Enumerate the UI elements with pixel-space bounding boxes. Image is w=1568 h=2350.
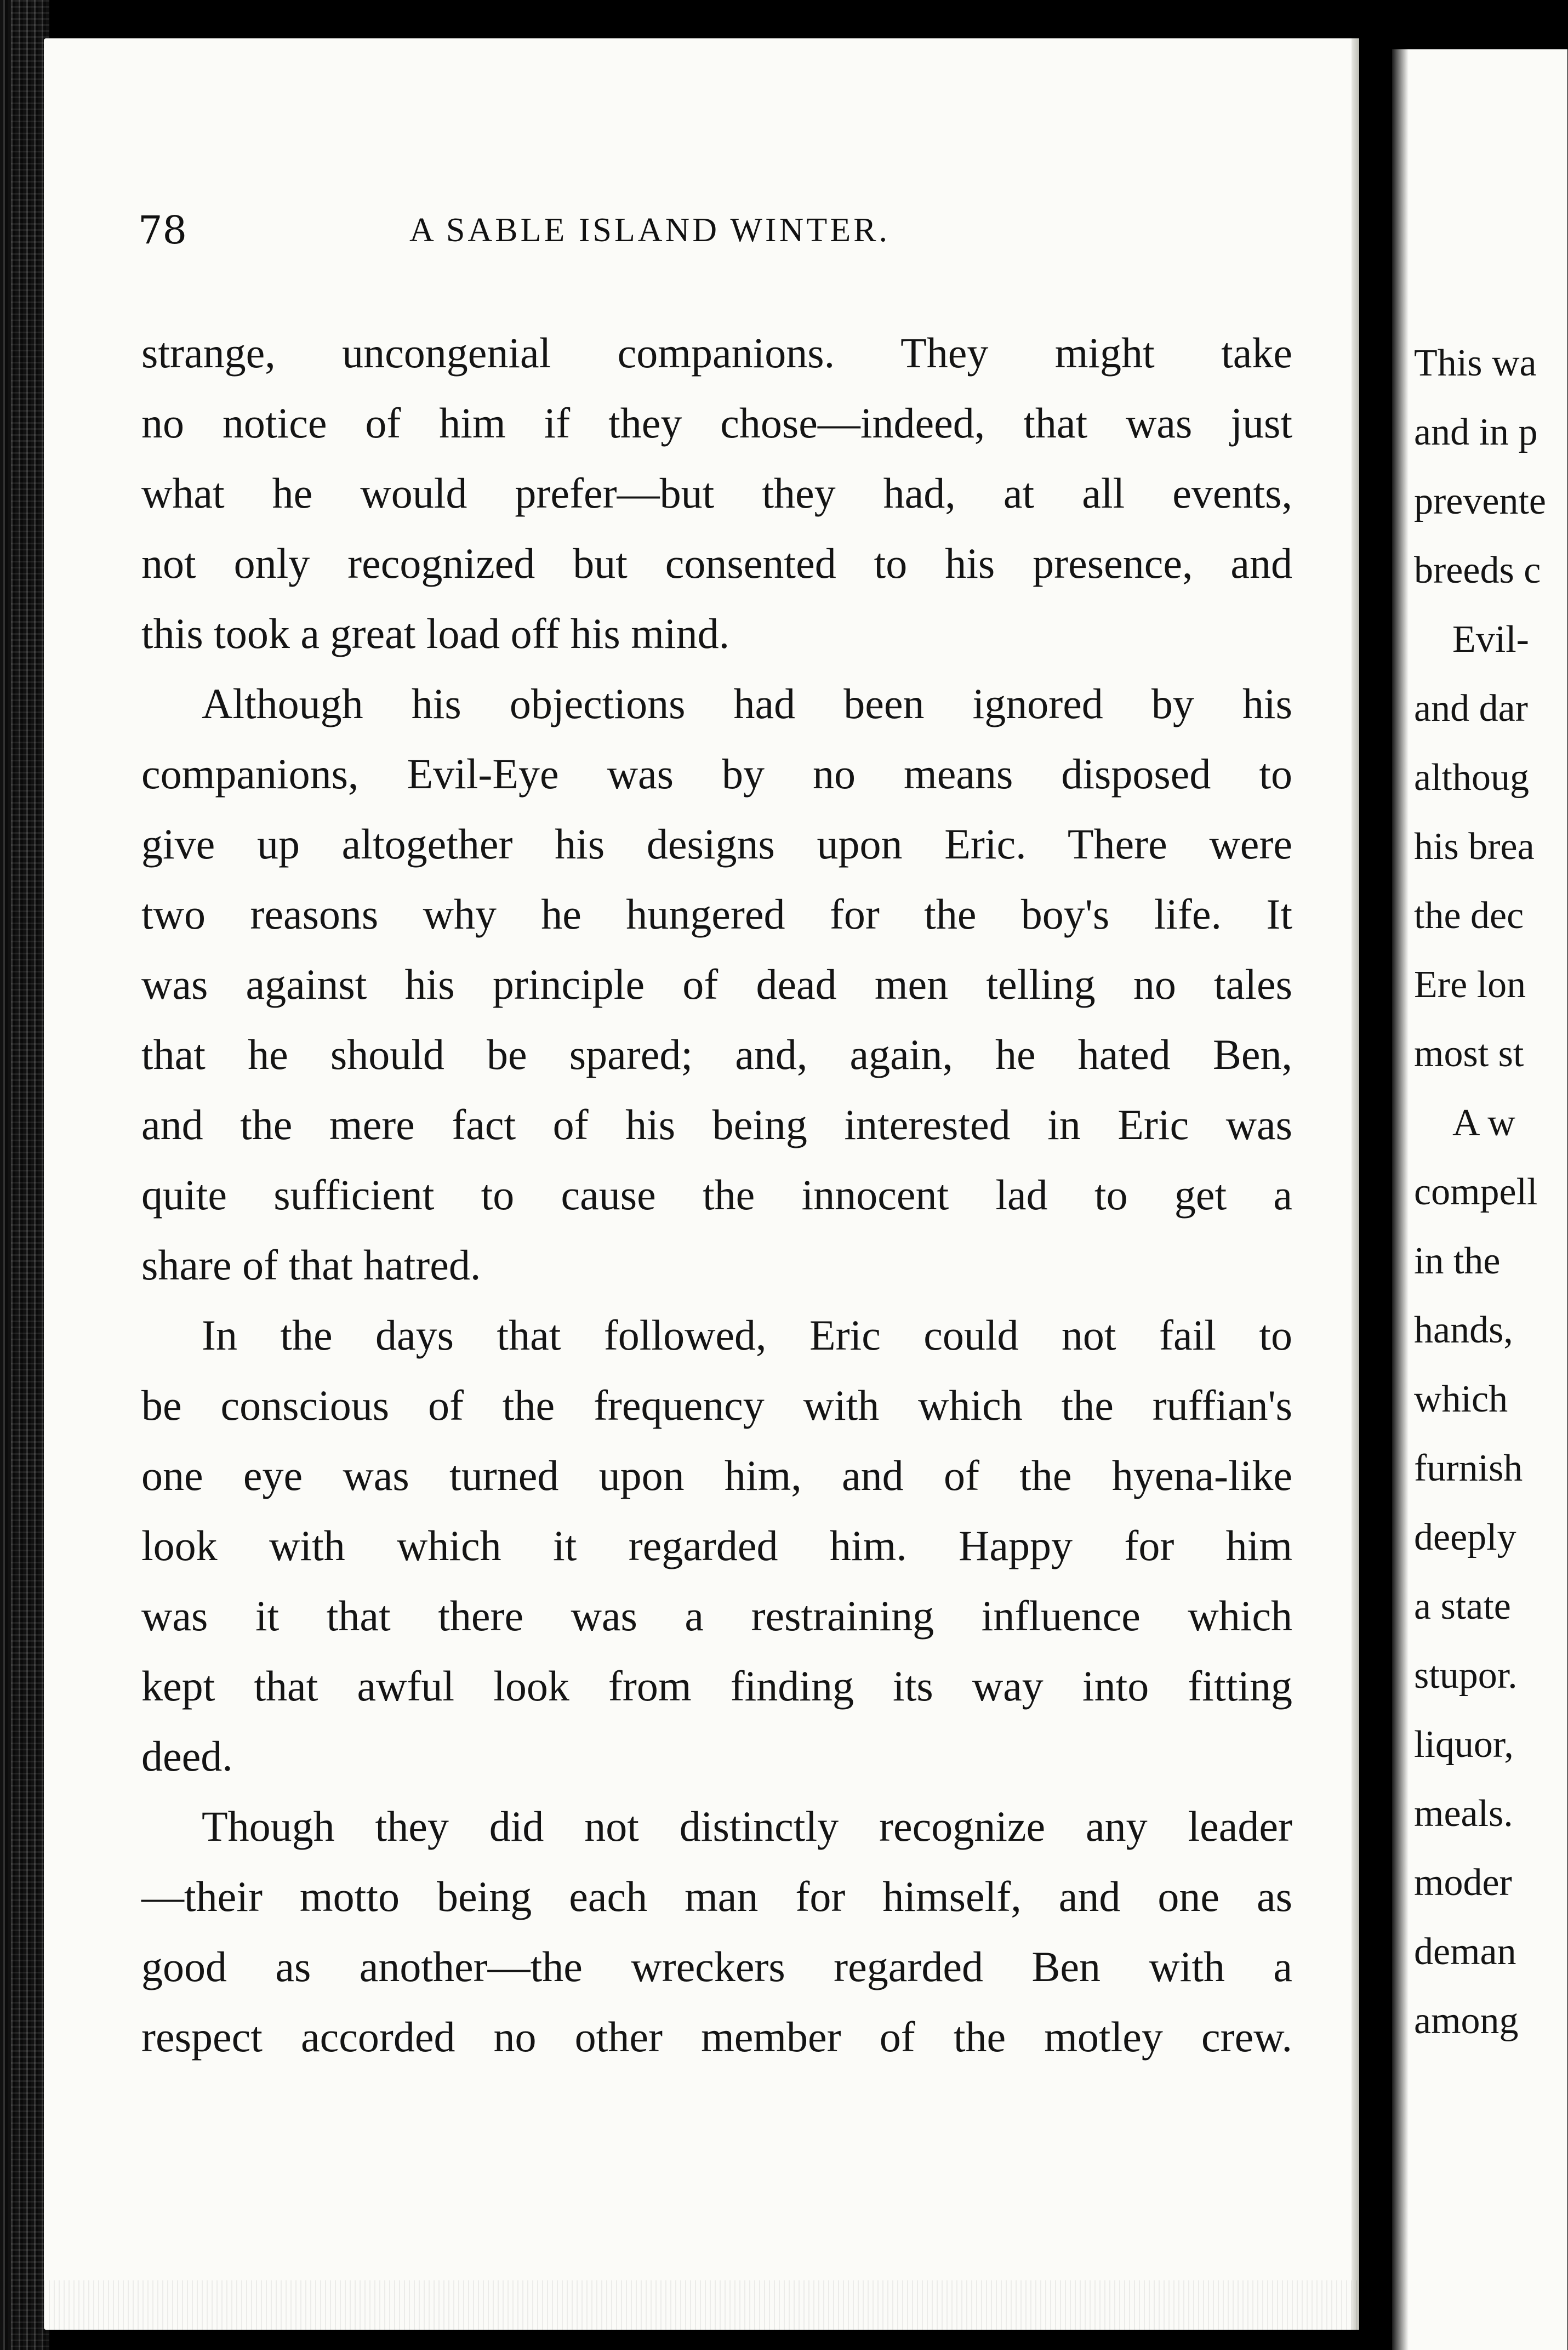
text-line: was against his principle of dead men telling no tales: [141, 960, 1292, 1008]
facing-text-line: althoug: [1414, 756, 1529, 799]
facing-text-line: A w: [1452, 1102, 1515, 1144]
text-line: that he should be spared; and, again, he hated Ben,: [141, 1031, 1292, 1078]
gutter-shadow: [1392, 49, 1409, 2350]
facing-page-text: [1414, 329, 1546, 2056]
text-line: one eye was turned upon him, and of the hyena-like: [141, 1452, 1292, 1499]
page-edge-shadow: [1352, 38, 1359, 2330]
facing-text-line: and dar: [1414, 687, 1528, 730]
facing-text-line: furnish: [1414, 1447, 1523, 1489]
text-line: Though they did not distinctly recognize any leader: [202, 1802, 1292, 1850]
text-line: Although his objections had been ignored by his: [202, 680, 1292, 727]
page-number: 78: [138, 208, 187, 253]
facing-text-line: moder: [1414, 1862, 1512, 1904]
text-line: two reasons why he hungered for the boy's life. It: [141, 890, 1292, 938]
facing-text-line: and in p: [1414, 411, 1538, 453]
text-line: give up altogether his designs upon Eric. There were: [141, 820, 1292, 868]
text-line: be conscious of the frequency with which the ruffian's: [141, 1381, 1292, 1429]
text-line: what he would prefer—but they had, at all events,: [141, 469, 1292, 517]
facing-text-line: deman: [1414, 1931, 1516, 1973]
facing-text-line: meals.: [1414, 1793, 1513, 1835]
facing-text-line: a state: [1414, 1585, 1511, 1628]
text-line: share of that hatred.: [141, 1241, 481, 1289]
facing-text-line: compell: [1414, 1171, 1538, 1213]
text-line: was it that there was a restraining influence which: [141, 1592, 1292, 1640]
facing-text-line: This wa: [1414, 342, 1537, 384]
text-line: In the days that followed, Eric could not fail to: [202, 1311, 1292, 1359]
text-line: deed.: [141, 1732, 233, 1780]
text-line: and the mere fact of his being interested in Eric was: [141, 1101, 1292, 1148]
facing-page: [1392, 49, 1568, 2350]
facing-text-line: which: [1414, 1378, 1508, 1420]
text-line: companions, Evil-Eye was by no means disposed to: [141, 750, 1292, 798]
facing-text-line: stupor.: [1414, 1654, 1518, 1697]
book-title: A SABLE ISLAND WINTER.: [409, 212, 890, 249]
facing-text-line: most st: [1414, 1033, 1524, 1075]
text-line: kept that awful look from finding its way into fitting: [141, 1662, 1292, 1710]
running-head: [138, 197, 1125, 263]
text-line: strange, uncongenial companions. They might take: [141, 329, 1292, 377]
text-line: respect accorded no other member of the motley crew.: [141, 2013, 1292, 2061]
facing-text-line: among: [1414, 2000, 1519, 2042]
facing-text-line: in the: [1414, 1240, 1501, 1282]
text-line: look with which it regarded him. Happy for him: [141, 1522, 1292, 1569]
facing-text-line: his brea: [1414, 826, 1535, 868]
text-line: quite sufficient to cause the innocent lad to get a: [141, 1171, 1292, 1219]
text-line: good as another—the wreckers regarded Ben with a: [141, 1943, 1292, 1990]
facing-text-line: the dec: [1414, 895, 1524, 937]
page-bottom-texture: [44, 2280, 1359, 2330]
text-line: this took a great load off his mind.: [141, 610, 730, 657]
body-text: [141, 318, 1292, 2072]
facing-text-line: Ere lon: [1414, 964, 1526, 1006]
facing-text-line: liquor,: [1414, 1723, 1514, 1766]
facing-text-line: breeds c: [1414, 549, 1541, 591]
facing-text-line: deeply: [1414, 1516, 1516, 1558]
text-line: not only recognized but consented to his presence, and: [141, 539, 1292, 587]
text-line: no notice of him if they chose—indeed, that was just: [141, 399, 1292, 447]
facing-text-line: hands,: [1414, 1309, 1513, 1351]
facing-text-line: prevente: [1414, 480, 1546, 522]
text-line: —their motto being each man for himself, and one as: [141, 1873, 1292, 1920]
facing-text-line: Evil-: [1452, 618, 1529, 661]
